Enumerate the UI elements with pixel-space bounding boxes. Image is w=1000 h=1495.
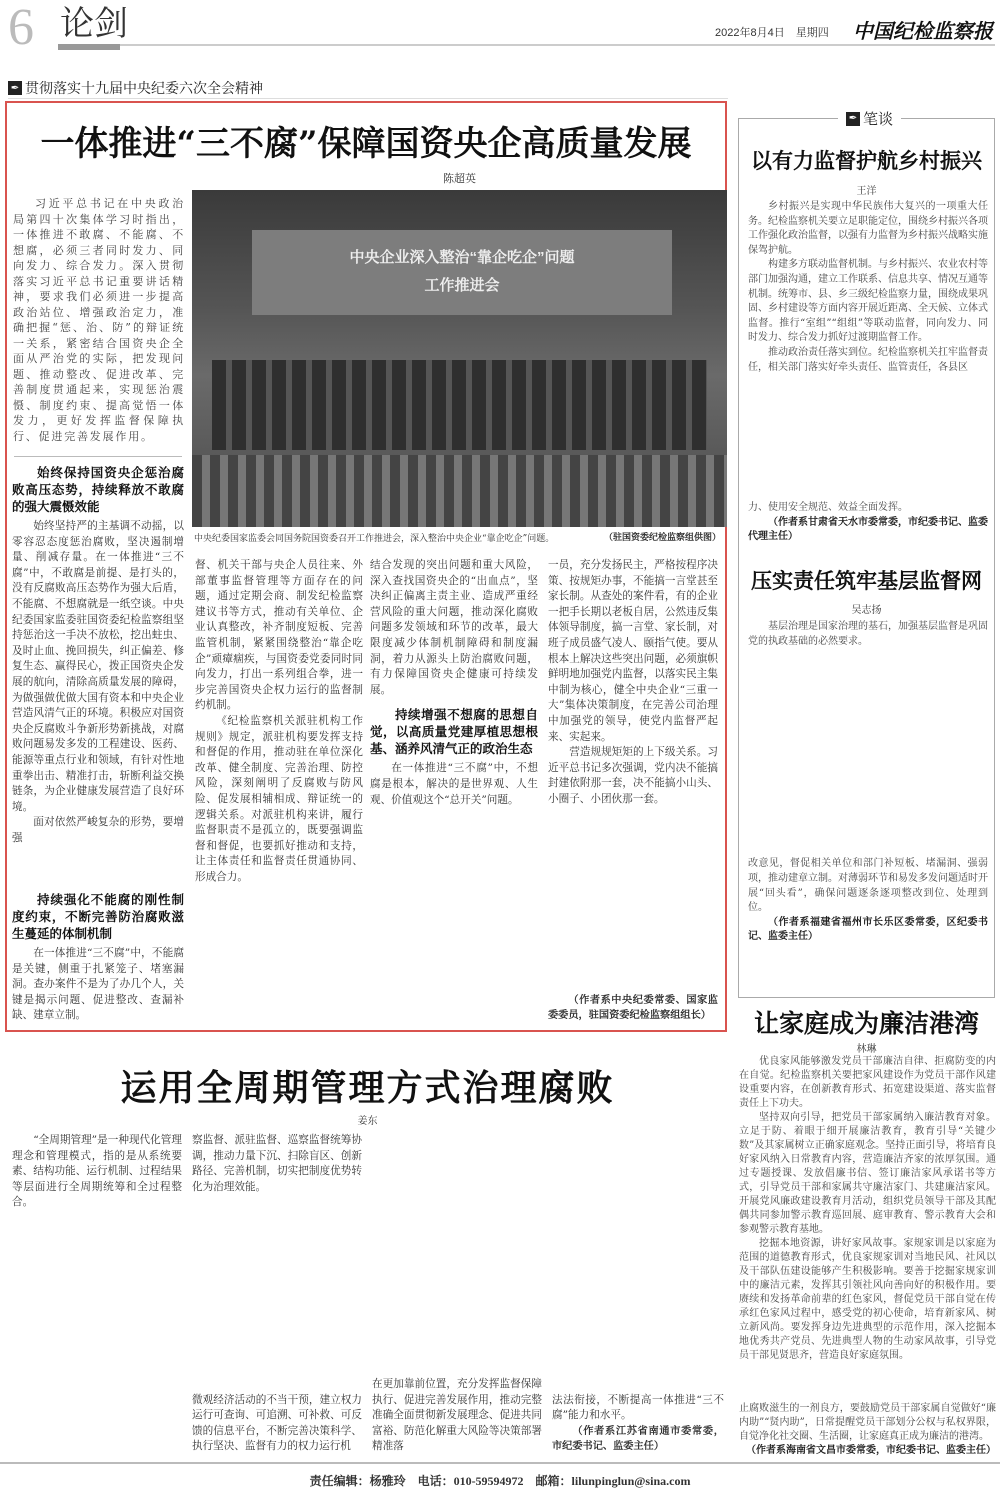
footer-divider (0, 1462, 1000, 1464)
author-note: （作者系福建省福州市长乐区委常委，区纪委书记、监委主任） (748, 916, 988, 943)
subheading: 始终保持国资央企惩治腐败高压态势，持续释放不敢腐的强大震慑效能 (12, 465, 184, 514)
main-col-4 (548, 558, 718, 1024)
author-note: （作者系中央纪委常委、国家监委委员，驻国资委纪检监察组组长） (548, 994, 718, 1022)
intro-paragraph: 习近平总书记在中央政治局第四十次集体学习时指出，一体推进不敢腐、不能腐、不想腐，必须三者同时发力、同向发力、综合发力。深入贯彻落实习近平总书记重要讲话精神，要求我们必须进一步提高政治站位、增强政治定力，准确把握“惩、治、防”的辩证统一关系，紧密结合国资央企全面从严治党的实际，把发现问题、推动整改、促进改革、完善制度贯通起来，实现惩治震慑、制度约束、提高觉悟一体发力，更好发挥监督保障执行、促进完善发展作用。 (13, 197, 185, 443)
subheading: 持续增强不想腐的思想自觉，以高质量党建厚植思想根基、涵养风清气正的政治生态 (370, 707, 538, 757)
article3-body (739, 1055, 996, 1458)
article-author: 王洋 (856, 186, 877, 197)
photo-banner (252, 230, 672, 315)
col-bottom (748, 501, 988, 545)
photo-audience (212, 360, 707, 450)
col-bottom (12, 883, 184, 1024)
paragraph: 构建多方联动监督机制。与乡村振兴、农业农村等部门加强沟通，建立工作联系、信息共享、情况互通等机制。统筹市、县、乡三级纪检监察力量，围绕成果巩固、乡村建设等方面内容开展近距离、全天候、立体式监督。推行“室组”“组组”等联动监督，同向发力、同时发力、综合发力抓好过渡期监督工作。 (748, 259, 988, 344)
article-author: 吴志扬 (851, 605, 882, 616)
bottom-col-3 (372, 1133, 542, 1455)
paragraph: 优良家风能够激发党员干部廉洁自律、拒腐防变的内在自觉。纪检监察机关要把家风建设作为党员干部作风建设重要内容，在创新教育形式、拓宽建设渠道、落实监督责任上下功夫。 (739, 1056, 996, 1109)
news-photo (192, 190, 727, 527)
bottom-col-4 (552, 1133, 724, 1455)
subheading: 持续强化不能腐的刚性制度约束，不断完善防治腐败滋生蔓延的体制机制 (12, 892, 184, 942)
newspaper-logo: 中国纪检监察报 (853, 19, 993, 43)
col-bottom (748, 857, 988, 945)
paragraph: 在一体推进“三不腐”中，不能腐是关键，侧重于扎紧笼子、堵塞漏洞。查办案件不是为了办几个人，关键是揭示问题、促进整改、查漏补缺、建章立制。 (12, 947, 184, 1022)
column-tag-label: 贯彻落实十九届中央纪委六次全会精神 (25, 81, 263, 97)
author-note: （作者系海南省文昌市委常委，市纪委书记、监委主任） (746, 1445, 996, 1456)
article-title: 以有力监督护航乡村振兴 (751, 148, 982, 173)
banner-line-1: 中央企业深入整治“靠企吃企”问题 (349, 249, 575, 266)
paragraph: 挖掘本地资源，讲好家风故事。家规家训是以家庭为范围的道德教育形式，优良家规家训对当地民风、社风以及干部队伍建设能够产生积极影响。要善于挖掘家规家训中的廉洁元素，发挥其引领社风向善向好的积极作用。要赓续和发扬革命前辈的红色家风，督促党员干部自觉在传承红色家风过程中，感受党的初心使命，培育新家风、树立新风尚。要发挥身边先进典型的示范作用，深入挖掘本地优秀共产党员、先进典型人物的生动家风故事，引导党员干部见贤思齐，营造良好家庭氛围。 (739, 1238, 996, 1361)
issue-date: 2022年8月4日 星期四 (715, 27, 829, 39)
paragraph: 止腐败滋生的一剂良方，要鼓励党员干部家属自觉做好“廉内助”“贤内助”，日常提醒党员干部划分公权与私权界限，自觉净化社交圈、生活圈，让家庭真正成为廉洁的港湾。 (739, 1403, 996, 1442)
paragraph: “全周期管理”是一种现代化管理理念和管理模式，指的是从系统要素、结构功能、运行机制、过程结果等层面进行全周期统筹和全过程整合。 (12, 1134, 182, 1209)
paragraph: 推动政治责任落实到位。纪检监察机关扛牢监督责任，相关部门落实好牵头责任、监管责任，各县区 (748, 346, 988, 373)
paragraph: 微观经济活动的不当干预，建立权力运行可查询、可追溯、可补救、可反馈的信息平台，不断完善决策科学、执行坚决、监督有力的权力运行机 (192, 1393, 362, 1453)
paragraph: 《纪检监察机关派驻机构工作规则》规定，派驻机构要发挥支持和督促的作用，推动驻在单位深化改革、健全制度、完善治理、防控风险，深刻阐明了反腐败与防风险、促发展相辅相成、辩证统一的逻辑关系。对派驻机构来讲，履行监督职责不是孤立的，既要强调监督和督促，也要抓好推动和支持，让主体责任和监督责任贯通协同、形成合力。 (195, 714, 363, 883)
header-divider (58, 44, 995, 46)
paragraph: 乡村振兴是实现中华民族伟大复兴的一项重大任务。纪检监察机关要立足职能定位，围绕乡村振兴各项工作强化政治监督，以强有力监督为乡村振兴战略实施保驾护航。 (748, 201, 988, 256)
header-accent-bar (58, 44, 120, 50)
paragraph: 在一体推进“三不腐”中，不想腐是根本，解决的是世界观、人生观、价值观这个“总开关”问题。 (370, 762, 538, 806)
paragraph: 改意见，督促相关单位和部门补短板、堵漏洞、强弱项，推动建章立制。对薄弱环节和易发多发问题适时开展“回头看”，确保问题逐条逐项整改到位、处理到位。 (748, 858, 988, 914)
main-article-author: 陈超英 (443, 173, 476, 185)
author-note: （作者系江苏省南通市委常委，市纪委书记、监委主任） (552, 1425, 724, 1453)
paragraph: 督、机关干部与央企人员往来、外部董事监督管理等方面存在的问题，通过定期会商、制发纪检监察建议书等方式，推动有关单位、企业认真整改，补齐制度短板、完善监管机制，紧紧围绕整治“靠企吃企”顽瘴痼疾，与国资委党委同时同向发力，打出一系列组合拳，进一步完善国资央企权力运行的监督制约机制。 (195, 559, 363, 712)
col-bottom (739, 1402, 996, 1458)
bitan-label (838, 108, 901, 129)
tag-divider (8, 98, 728, 99)
author-note: （作者系甘肃省天水市委常委，市纪委书记、监委代理主任） (748, 516, 988, 543)
article1-body (748, 200, 988, 545)
section-name: 论剑 (60, 4, 128, 44)
photo-credit: （驻国资委纪检监察组供图） (604, 532, 722, 542)
paragraph: 基层治理是国家治理的基石，加强基层监督是巩固党的执政基础的必然要求。 (748, 621, 988, 647)
main-col-3 (370, 558, 538, 1024)
article-title: 压实责任筑牢基层监督网 (751, 568, 982, 593)
paragraph: 坚持双向引导，把党员干部家属纳入廉洁教育对象。立足于防、着眼于细开展廉洁教育，教育引导“关键少数”及其家属树立正确家庭观念。坚持正面引导，将培育良好家风纳入日常教育内容，营造廉洁齐家的浓厚氛围。通过专题授课、发放倡廉书信、签订廉洁家风承诺书等方式，引导党员干部和家属共守廉洁家门、共建廉洁家风。开展党风廉政建设教育月活动，组织党员领导干部及其配偶共同参加警示教育巡回展、庭审教育、警示教育大会和参观警示教育基地。 (739, 1112, 996, 1235)
paragraph: 一员，充分发扬民主，严格按程序决策、按规矩办事，不能搞一言堂甚至家长制。从查处的案件看，有的企业一把手长期以老板自居，公然违反集体领导制度，搞一言堂、家长制，对班子成员盛气凌人、颐指气使。要从根本上解决这些突出问题，必须旗帜鲜明地加强党内监督，以落实民主集中制为核心，健全中央企业“三重一大”集体决策制度，在完善公司治理中加强党的领导，使党内监督严起来、实起来。 (548, 559, 718, 743)
article-author: 林琳 (856, 1044, 877, 1055)
pen-icon: ✒ (846, 112, 860, 126)
article-title: 让家庭成为廉洁港湾 (753, 1009, 979, 1038)
page-number: 6 (8, 0, 34, 56)
photo-tables (192, 455, 727, 527)
editor-contact: 责任编辑：杨雅玲 电话：010-59594972 邮箱：lilunpinglun@sina.com (309, 1474, 691, 1488)
paragraph: 在更加靠前位置，充分发挥监督保障执行、促进完善发展作用，推动完整准确全面贯彻新发展理念、促进共同富裕、防范化解重大风险等决策部署精准落 (372, 1378, 542, 1453)
paragraph: 营造规规矩矩的上下级关系。习近平总书记多次强调，党内决不能搞封建依附那一套，决不能搞小山头、小圈子、小团伙那一套。 (548, 746, 718, 805)
main-article-title: 一体推进“三不腐”保障国资央企高质量发展 (40, 124, 692, 164)
bitan-label-text: 笔谈 (863, 110, 894, 128)
paragraph: 面对依然严峻复杂的形势，要增强 (12, 816, 184, 844)
paragraph: 力、使用安全规范、效益全面发挥。 (748, 502, 908, 514)
bottom-col-2 (192, 1133, 362, 1455)
paragraph: 结合发现的突出问题和重大风险，深入查找国资央企的“出血点”，坚决纠正偏离主责主业、造成严重经营风险的重大问题，推动深化腐败问题多发领域和环节的改革，最大限度减少体制机制障碍和制度漏洞，着力从源头上防治腐败问题，有力保障国资央企健康可持续发展。 (370, 559, 538, 696)
paragraph: 法法衔接，不断提高一体推进“三不腐”能力和水平。 (552, 1393, 724, 1422)
paragraph: 始终坚持严的主基调不动摇，以零容忍态度惩治腐败，坚决遏制增量、削减存量。在一体推进“三不腐”中，不敢腐是前提、是打头的，没有反腐败高压态势作为强大后盾，不能腐、不想腐就是一纸空谈。中央纪委国家监委驻国资委纪检监察组坚持惩治这一手决不放松，挖出蛀虫、及时止血、挽回损失，纠正偏差、修复生态、赢得民心，拨正国资央企发展的航向，清除高质量发展的障碍，为做强做优做大国有资本和中央企业营造风清气正的环境。积极应对国资央企反腐败斗争新形势新挑战，对腐败问题易发多发的工程建设、医药、能源等重点行业和领域，有针对性地重拳出击、精准打击，斩断利益交换链条，为企业健康发展营造了良好环境。 (12, 520, 184, 813)
bottom-col-1 (12, 1133, 182, 1455)
col-bottom (552, 1393, 724, 1455)
photo-caption: 中央纪委国家监委会同国务院国资委召开工作推进会，深入整治中央企业“靠企吃企”问题。 (194, 534, 555, 544)
main-col-1 (12, 464, 184, 1024)
banner-line-2: 工作推进会 (424, 277, 500, 294)
main-article-intro (13, 196, 185, 450)
bottom-article-author: 姜东 (357, 1116, 378, 1127)
pen-icon: ✒ (8, 81, 22, 95)
article2-body (748, 620, 988, 945)
column-tag (8, 78, 263, 98)
bottom-article-title: 运用全周期管理方式治理腐败 (120, 1067, 615, 1109)
main-col-2 (195, 558, 363, 1024)
paragraph: 察监督、派驻监督、巡察监督统筹协调，推动力量下沉、扫除盲区、创新路径、完善机制，切实把制度优势转化为治理效能。 (192, 1134, 362, 1193)
intro-divider (14, 456, 182, 457)
